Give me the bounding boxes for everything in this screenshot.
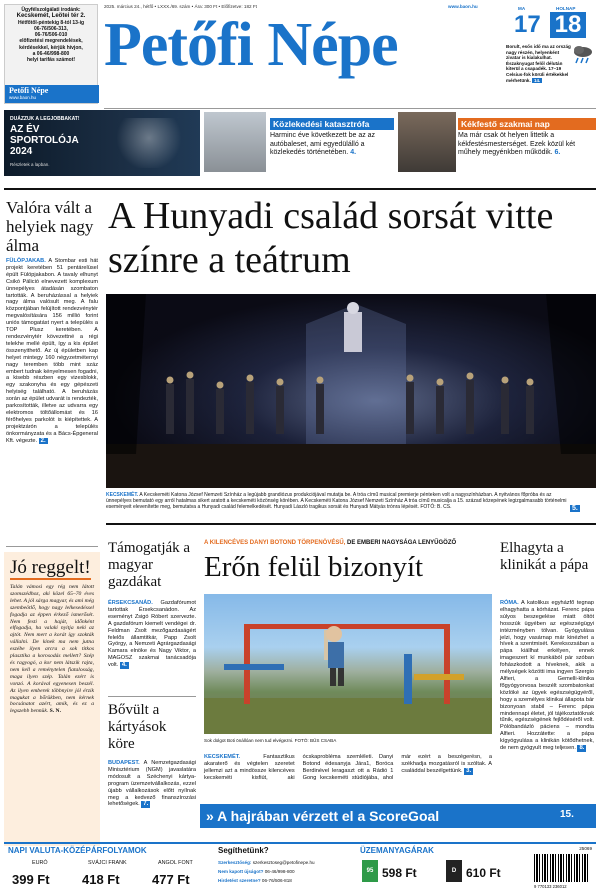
center-caption-text: Sok dolgot Boti önállóan nem tud elvégezni. [204, 738, 294, 743]
top-info-lines [5, 5, 97, 66]
weather-desc: Borult, esős idő ma az ország nagy részén, helyenként zivatar is kialakulhat. Északnyugat felől délután kiterül a csapadék. 17–19 Celsius-fok körüli értékekkel mérhetünk. [506, 44, 571, 83]
help-value-2[interactable]: 06-76/506-818 [261, 878, 292, 883]
help-line-2 [218, 878, 292, 884]
weather-ref[interactable]: 14. [534, 77, 541, 83]
main-ref[interactable]: 5. [572, 505, 578, 512]
issue-meta: 2025. március 24., hétfő • LXXX./69. szám • Ára: 300 Ft • Előfizetve: 182 Ft [104, 4, 257, 9]
top-info-line: 06-76/506-010 [34, 32, 68, 39]
mid-separator [108, 696, 196, 697]
center-photo-credit: FOTÓ: BÜS CSABA [294, 738, 337, 743]
mid1-text: Gazdafórumot tartottak Érsekcsanádon. Az eseményt Zsigó Róbert szervezte. A gazdafórum kiemelt vendégei dr. Feldman Zsolt mezőgazdaságért felelős államtitkár, Papp Zsolt György, a Nemzeti Agrárgazdasági Kamara elnöke és Nagy Viktor, a MAGOSZ szakmai tanácsadója volt. [108, 600, 196, 669]
mid2-dateline: BUDAPEST. [108, 760, 140, 766]
help-label-0: Szerkesztőség: [218, 860, 252, 865]
sport-ad[interactable] [4, 110, 200, 176]
mid2-text: A Nemzetgazdasági Minisztérium (NGM) javaslatára módosult a Széchenyi kártya-program üzemzetvállalkozás, ezzel újabb vállalkozások előtt nyílnak meg a kedvező finanszírozási lehetőségek. [108, 760, 196, 808]
fuel-box [358, 846, 524, 892]
mid1-body [108, 600, 196, 669]
mid1-dateline: ÉRSEKCSANÁD. [108, 600, 153, 606]
center-dateline: KECSKEMÉT. [204, 754, 241, 760]
fuel-title: ÜZEMANYAGÁRAK [360, 846, 434, 855]
cloud-rain-icon [572, 44, 594, 69]
left1-ref[interactable]: 2. [40, 437, 46, 444]
jo-reggelt-title-text: Jó reggelt! [10, 557, 91, 578]
top-info-line: Hétfőtől-péntekig 8-tól 13-ig [17, 19, 85, 26]
weather-tomorrow-temp: 18 [550, 12, 586, 38]
teaser-bluedye-desc: Ma már csak öt helyen littetik a kékfestésmesterséget. Ezek közül két műhely megyénkben működik. [458, 132, 576, 156]
center-text: Fantasztikus akaraterő és végtelen szeretet jellemzi azt a mindössze kilencéves kecskeméti kisfiút, aki ócskaprobléma szemléleti. Danyi Botond édesanyja Jára1, Boróca Berdinével leragaszt ott a Rádió 1 Gong kecskeméti stúdiójába, ahol már ezért a beszégerésn, a székhadja mozgatásról is szóltak. A családdal beszélgettünk. [204, 754, 492, 781]
barcode [530, 846, 594, 892]
teaser-bluedye-title: Kékfestő szakmai nap [458, 118, 596, 130]
help-box [214, 846, 354, 892]
weather-today-label: MA [518, 6, 526, 11]
help-value-0[interactable]: szerkesztoseg@petofinepe.hu [252, 860, 315, 865]
help-line-1 [218, 869, 295, 875]
jo-reggelt-title [10, 558, 91, 578]
teaser-accident[interactable] [204, 112, 396, 176]
mid1-ref[interactable]: 4. [121, 662, 127, 669]
sport-ad-graphic [104, 118, 194, 168]
mid2-ref[interactable]: 7. [143, 801, 149, 808]
teaser-accident-ref[interactable]: 4. [350, 149, 357, 156]
main-caption-place: KECSKEMÉT. [106, 492, 139, 498]
top-info-box [4, 4, 98, 104]
fuel-pump-icon-1: D [446, 860, 462, 882]
teaser-accident-desc: Harminc éve következett be az az autóbaleset, ami egyedülálló a közlekedés történetében. [270, 132, 376, 156]
help-line-0 [218, 860, 315, 866]
masthead-site[interactable]: www.baon.hu [448, 4, 478, 9]
left1-text: A Stombar esti hát projekt keretében 51 pentárelüsel épült Fülöpjakabon. A tavaly elhunyt Csikó Pálició elnevezett komplexum ünnepélyes átadásán szombaton tartották. A beruházással a helyiek nagy álma valósult meg. A falu központjában felújított rendezvénytér megvalósítására 156 millió forint uniós támogatást nyert a település a TOP Plusz keretében. A rendezvénytér kövezettné a régi telekhe mellé épült, így a kis épület összenyithető. Az új épületben kap helyet mintegy 160 négyzetméternyi nagy teremben több mint száz embert tudnak kényelmesen fogadni, a kisebb részben egy vizesblokk, egy szakonyha és egy gépészeti helyiség található. A beruházás során az épület udvarát is rendezték, parkosították, illetve az udvarra egy elektromos töltőállomást és 16 férőhelyes parkolót is kiépítettek. A projektzárón a település önkormányzata és a Bács-Épgeneral Kft. végezte. [6, 258, 98, 444]
top-info-site: www.baon.hu [9, 95, 37, 100]
top-info-line: előfizetési megrendelések, [19, 38, 83, 45]
header-rule [4, 188, 596, 190]
sport-ad-line2: AZ ÉV SPORTOLÓJA 2024 [10, 124, 79, 157]
sport-ad-line1: DUÁZZUK A LEGJOBBAKAT! [10, 116, 80, 122]
sport-banner-ref: 15. [560, 809, 574, 820]
main-photo-credit: FOTÓ: B. CS. [420, 504, 452, 511]
weather-today-temp: 17 [514, 11, 541, 38]
fx-title: NAPI VALUTA-KÖZÉPÁRFOLYAMOK [8, 846, 147, 855]
weather-box [502, 4, 596, 106]
right-headline[interactable]: Elhagyta a klinikát a pápa [500, 540, 589, 573]
left1-dateline: FÜLÖPJAKAB. [6, 258, 46, 264]
sport-ad-line3: Részletek a lapban. [10, 162, 50, 167]
center-headline[interactable]: Erőn felül bizonyít [204, 551, 424, 583]
teaser-bluedye-ref[interactable]: 6. [554, 149, 561, 156]
top-info-line: Kecskemét, Leötei tér 2. [16, 13, 86, 20]
fx-value-0: 399 Ft [12, 872, 50, 887]
jo-reggelt-box [4, 552, 100, 846]
help-label-2: Hirdetést szeretne? [218, 878, 261, 883]
right-ref[interactable]: 8. [579, 745, 585, 752]
left-separator [6, 546, 98, 547]
sport-banner[interactable] [200, 804, 596, 828]
top-info-line: helyi tarifás számot! [26, 57, 76, 64]
top-info-logo: Petőfi Népe [9, 86, 49, 95]
help-title: Segíthetünk? [218, 846, 269, 855]
top-info-line: a 06-46/998-800 [32, 51, 70, 58]
teaser-accident-title: Közlekedési katasztrófa [270, 118, 394, 130]
left1-body [6, 258, 98, 444]
top-info-logo-bar [5, 85, 99, 103]
right-text: A katolikus egyházfő tegnap elhagyhatta a kórházat. Ferenc pápa súlyos beszegelése miatt öltöt hosszúk ügyében az egészségügyi intézményben tölvan. Gyógyulása jelzi, hogy vasárnap már kinézhet a hívek a szentmisét. Kereksozsában a pápa kiállhat erkélyen, ennek imageszert kí munkából pár szóban fohászkodott a híveknek, akik a mélységek közötti ima ingyen Szergio Alfieri, a Gemelli-klinika főgyógyorvosa beszélt szombatonkat közlöké az ügyek egészségügyéről, hogy a személyes klinikai állapota bár bizonyoan stabil – Ferenc pápa mindennapi életet, jól tájékoztatóknak tűnik, egészségének fejlődéséről volt. Pólóbandázló páciens – mondta Alfieri. Hozzátette: a pápa kígyógyulása a klinikán kötődhetnek, de nem gyógyult meg teljesen. [500, 600, 594, 752]
jo-reggelt-sig: S. N. [49, 708, 61, 715]
center-body [204, 754, 492, 802]
top-info-line: kérdésekkel, kérjük hívjon, [19, 44, 83, 51]
teaser-bluedye-text [458, 132, 594, 158]
mid2-headline[interactable]: Bővült a kártyások köre [108, 702, 167, 752]
jo-reggelt-text [10, 584, 94, 715]
teaser-accident-photo [204, 112, 266, 172]
fx-value-2: 477 Ft [152, 872, 190, 887]
theatre-scene [106, 294, 596, 488]
center-kicker-1: A KILENCÉVES DANYI BOTOND TÖRPENÖVÉSŰ, [204, 540, 346, 546]
playground-scene [204, 594, 492, 734]
fx-box [6, 846, 206, 892]
mid1-headline[interactable]: Támogatják a magyar gazdákat [108, 540, 191, 590]
center-caption [204, 738, 492, 744]
weather-tomorrow-label: HOLNAP [556, 6, 576, 11]
fx-label-2: ANGOL FONT [158, 860, 193, 866]
masthead-title: Petőfi Népe [104, 11, 398, 79]
teaser-bluedye-photo [398, 112, 456, 172]
barcode-code: 25069 [579, 846, 592, 851]
masthead-rule [104, 108, 596, 109]
center-ref[interactable]: 3. [466, 767, 472, 774]
help-value-1[interactable]: 06-46/998-800 [264, 869, 295, 874]
sport-banner-text: » A hajrában vérzett el a ScoreGoal [206, 808, 440, 824]
barcode-digits: 9 770133 236012 [534, 884, 567, 889]
right-dateline: RÓMA. [500, 600, 519, 606]
main-headline[interactable]: A Hunyadi család sorsát vitte színre a teátrum [108, 195, 554, 281]
footer-rule [4, 842, 596, 844]
mid2-body [108, 760, 196, 808]
top-info-line: 06-76/506-313, [34, 25, 68, 32]
main-caption-text: A Kecskeméti Katona József Nemzeti Színház a legújabb grandiózus produkciójával mutatja be. A tróa című musical premierje pénteken volt a nagyszínházban. A nyitvános főpróba és az ünnepélyes bemutató egy arról hatalmas sikert aratott a kecskeméti közönség körében. A Kecskeméti Katona József Nemzeti Színház A tróa című musicalja a 15. század közepének legizgalmasabb történelmi eseményeit elevenítette meg, bemutatva a Hunyadi család felemelkedését. Hunyadi László tragikus sorsát és Hunyadi Mátyás trónra lépését. [106, 492, 567, 511]
main-photo [106, 294, 596, 488]
main-caption [106, 492, 568, 511]
center-kicker-2: DE EMBERI NAGYSÁGA LENYŰGÖZŐ [347, 540, 457, 546]
main-rule [106, 523, 596, 525]
fx-label-0: EURÓ [32, 860, 48, 866]
teaser-accident-text [270, 132, 394, 158]
fuel-value-1: 610 Ft [466, 866, 501, 880]
barcode-bars [534, 854, 590, 882]
weather-text [506, 44, 572, 83]
right-body [500, 600, 594, 752]
fx-value-1: 418 Ft [82, 872, 120, 887]
center-photo [204, 594, 492, 734]
teaser-bluedye[interactable] [398, 112, 596, 176]
left1-headline[interactable]: Valóra vált a helyiek nagy álma [6, 198, 94, 255]
fx-label-1: SVÁJCI FRANK [88, 860, 127, 866]
jo-reggelt-body: Talán vámosi egy rég nem látott szomszédhoz, aki közel 65–70 éves lehet. A jól sárga magyar, és ami még szembeötlő, hogy nagy lelkesedéssel fogadja az éppen érkező ismerősét. Nem festi a haját, időnként elfogadja, ha valaki nyitja neki az ajtót. Nem mert a korát így szokták vállalni. De kinek ma nem jutna eszébe ilyen arcra a sok titkos plasztika a korosodás mellett? Szép és ragyogó, a kor nem látszik rajta, nem kell a reménytelen fiatalosság, maga ilyen szép. Talán ezért is vonzó. A korával egyenesen beszél. Az ilyen emberek többnyire jól érzik magukat a bőrükben, nem kérnek bocsánatot azért, amik, és ez a legszebb bennük. [10, 584, 94, 715]
center-kicker [204, 540, 494, 546]
help-label-1: Nem kapott újságot? [218, 869, 264, 874]
top-info-line: Ügyfélszolgálati irodánk: [21, 7, 81, 13]
fuel-value-0: 598 Ft [382, 866, 417, 880]
fuel-pump-icon-0: 95 [362, 860, 378, 882]
